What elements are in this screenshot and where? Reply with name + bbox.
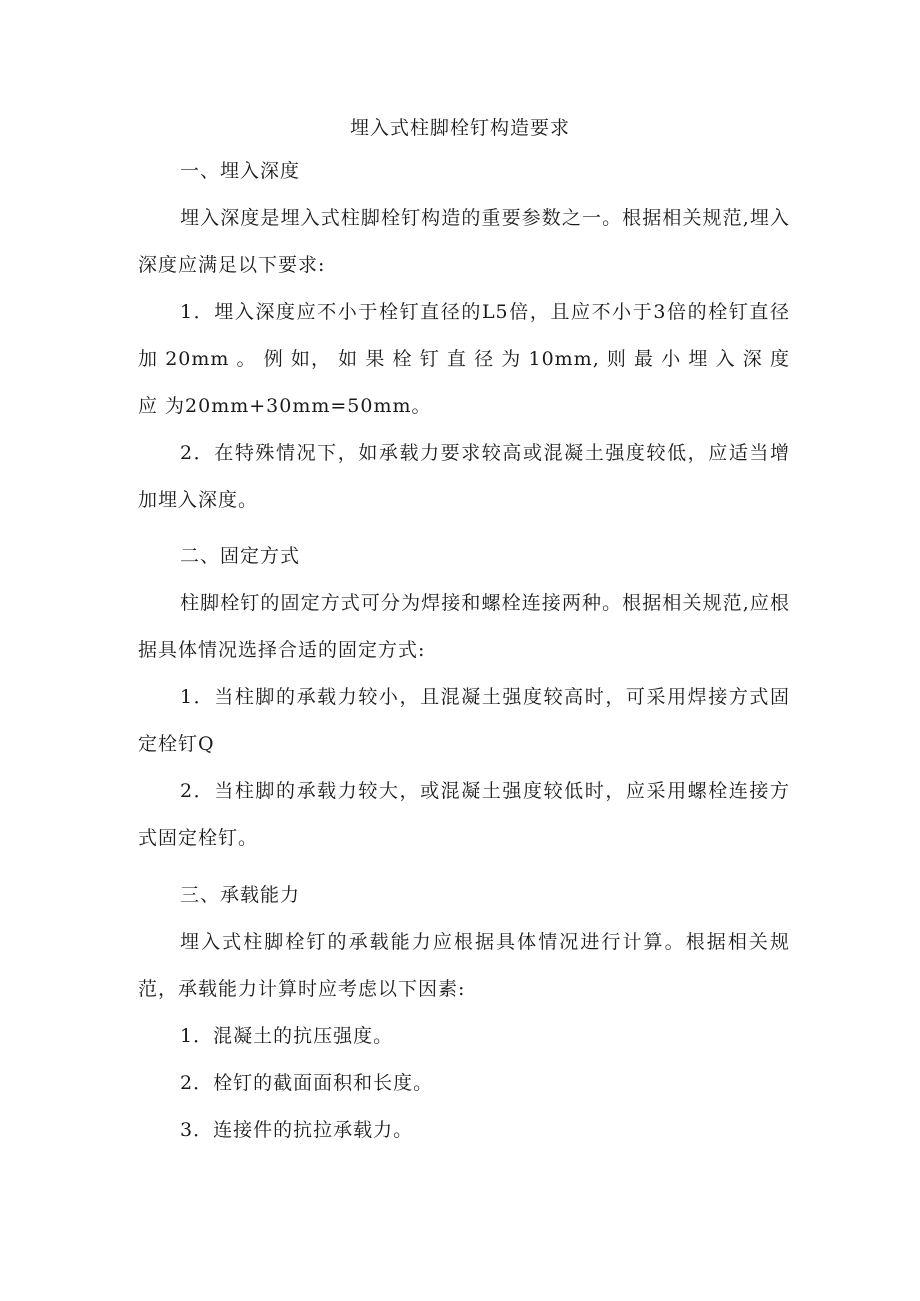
paragraph: 埋入式柱脚栓钉的承载能力应根据具体情况进行计算。根据相关规范，承载能力计算时应考虑以下因素:: [138, 931, 790, 1000]
section-bearing-capacity: [138, 872, 790, 1154]
paragraph: 1．混凝土的抗压强度。: [180, 1025, 394, 1047]
paragraph: 2．当柱脚的承载力较大，或混凝土强度较低时，应采用螺栓连接方式固定栓钉。: [138, 780, 790, 849]
paragraph: 2．在特殊情况下，如承载力要求较高或混凝土强度较低，应适当增加埋入深度。: [138, 442, 790, 511]
section-heading: 二、固定方式: [180, 545, 301, 567]
paragraph: 1．埋入深度应不小于栓钉直径的L5倍，且应不小于3倍的栓钉直径加 20mm 。 例 如， 如 果 栓 钉 直 径 为 10mm, 则 最 小 埋 入 深 度 应 为20mm+30mm=50mm。: [138, 301, 790, 417]
section-heading: 一、埋入深度: [180, 160, 301, 182]
paragraph: 2．栓钉的截面面积和长度。: [180, 1072, 434, 1094]
paragraph: 柱脚栓钉的固定方式可分为焊接和螺栓连接两种。根据相关规范,应根据具体情况选择合适的固定方式:: [138, 592, 790, 661]
section-heading: 三、承载能力: [180, 884, 301, 906]
section-embed-depth: [138, 148, 790, 524]
paragraph: 3．连接件的抗拉承载力。: [180, 1119, 414, 1141]
document-title: 埋入式柱脚栓钉构造要求: [349, 117, 570, 139]
paragraph: 1．当柱脚的承载力较小，且混凝土强度较高时，可采用焊接方式固定栓钉Q: [138, 686, 790, 755]
section-fixing-method: [138, 533, 790, 862]
paragraph: 埋入深度是埋入式柱脚栓钉构造的重要参数之一。根据相关规范,埋入深度应满足以下要求:: [138, 207, 790, 276]
